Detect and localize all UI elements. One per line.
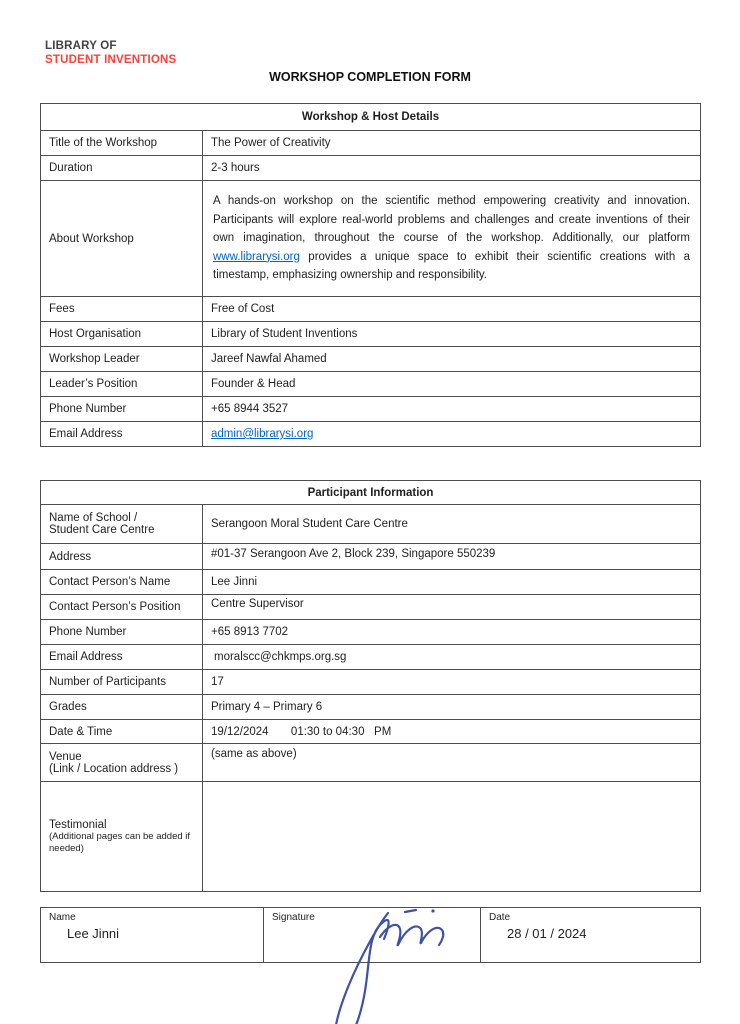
logo	[45, 39, 176, 67]
field-value: Library of Student Inventions	[203, 322, 701, 347]
table-row	[41, 422, 701, 447]
table-row	[41, 131, 701, 156]
date-value: 28 / 01 / 2024	[507, 926, 587, 941]
page-title: WORKSHOP COMPLETION FORM	[269, 70, 471, 84]
table-row	[41, 156, 701, 181]
signature-table	[40, 907, 701, 963]
signature-row	[41, 908, 701, 963]
field-label: Phone Number	[41, 620, 203, 645]
field-label: Email Address	[41, 422, 203, 447]
field-label-line2: Student Care Centre	[49, 524, 155, 536]
table-row	[41, 544, 701, 570]
field-label	[41, 782, 203, 892]
field-label: Contact Person’s Position	[41, 595, 203, 620]
field-label-note: (Additional pages can be added if needed)	[49, 830, 191, 854]
logo-line-2: STUDENT INVENTIONS	[45, 54, 177, 66]
field-label: Host Organisation	[41, 322, 203, 347]
table-header-row	[41, 481, 701, 505]
date-cell	[481, 908, 701, 963]
participant-information-table	[40, 480, 701, 892]
field-label: Fees	[41, 297, 203, 322]
email-link[interactable]: admin@librarysi.org	[211, 428, 314, 440]
field-value: 2-3 hours	[203, 156, 701, 181]
table-row	[41, 505, 701, 544]
about-text-before: A hands-on workshop on the scientific method empowering creativity and innovation. Participants will explore real-world problems and challenges and create inventions of their own imagination, throughout the course of the workshop. Additionally, our platform	[213, 194, 691, 245]
field-value: moralscc@chkmps.org.sg	[203, 645, 701, 670]
field-value: Centre Supervisor	[203, 595, 701, 620]
table-row	[41, 181, 701, 297]
field-value: Lee Jinni	[203, 570, 701, 595]
name-value: Lee Jinni	[67, 926, 120, 941]
field-label: Address	[41, 544, 203, 570]
field-value: Free of Cost	[203, 297, 701, 322]
field-label: Title of the Workshop	[41, 131, 203, 156]
field-label: About Workshop	[41, 181, 203, 297]
table-row	[41, 397, 701, 422]
testimonial-field[interactable]	[203, 782, 701, 892]
table-row	[41, 744, 701, 782]
participant-table-header: Participant Information	[41, 481, 701, 505]
about-text-after: provides a unique space to exhibit their scientific creations with a timestamp, emphasizing ownership and responsibility.	[213, 250, 691, 282]
signature-label: Signature	[272, 912, 315, 923]
table-row	[41, 372, 701, 397]
table-row	[41, 645, 701, 670]
table-row	[41, 347, 701, 372]
table-row	[41, 720, 701, 744]
table-row	[41, 595, 701, 620]
workshop-table-header: Workshop & Host Details	[41, 104, 701, 131]
field-label: Duration	[41, 156, 203, 181]
field-label: Number of Participants	[41, 670, 203, 695]
field-label: Contact Person’s Name	[41, 570, 203, 595]
field-value: 19/12/2024 01:30 to 04:30 PM	[203, 720, 701, 744]
field-label-line2: (Link / Location address )	[49, 762, 179, 775]
table-row	[41, 322, 701, 347]
field-label-line1: Testimonial	[49, 818, 107, 831]
table-row	[41, 297, 701, 322]
date-label: Date	[489, 912, 511, 923]
field-value: +65 8944 3527	[203, 397, 701, 422]
table-row	[41, 570, 701, 595]
field-label-line1: Venue	[49, 750, 82, 763]
field-value: #01-37 Serangoon Ave 2, Block 239, Singapore 550239	[203, 544, 701, 570]
field-value: Founder & Head	[203, 372, 701, 397]
field-label: Date & Time	[41, 720, 203, 744]
field-label: Email Address	[41, 645, 203, 670]
name-cell	[41, 908, 264, 963]
about-workshop-text	[203, 181, 701, 297]
field-value: (same as above)	[203, 744, 701, 782]
field-value: Primary 4 – Primary 6	[203, 695, 701, 720]
table-row	[41, 670, 701, 695]
field-value: Serangoon Moral Student Care Centre	[203, 505, 701, 544]
field-value: The Power of Creativity	[203, 131, 701, 156]
table-row	[41, 782, 701, 892]
logo-line-1: LIBRARY OF	[45, 40, 117, 52]
field-label	[41, 505, 203, 544]
table-header-row	[41, 104, 701, 131]
workshop-details-table	[40, 103, 701, 447]
signature-cell	[264, 908, 481, 963]
field-value: Jareef Nawfal Ahamed	[203, 347, 701, 372]
field-value: +65 8913 7702	[203, 620, 701, 645]
table-row	[41, 620, 701, 645]
field-label: Grades	[41, 695, 203, 720]
name-label: Name	[49, 912, 76, 923]
field-label: Workshop Leader	[41, 347, 203, 372]
field-label-line1: Name of School /	[49, 512, 138, 524]
website-link[interactable]: www.librarysi.org	[213, 250, 300, 263]
field-label: Phone Number	[41, 397, 203, 422]
field-value: 17	[203, 670, 701, 695]
table-row	[41, 695, 701, 720]
field-label	[41, 744, 203, 782]
field-value	[203, 422, 701, 447]
field-label: Leader’s Position	[41, 372, 203, 397]
